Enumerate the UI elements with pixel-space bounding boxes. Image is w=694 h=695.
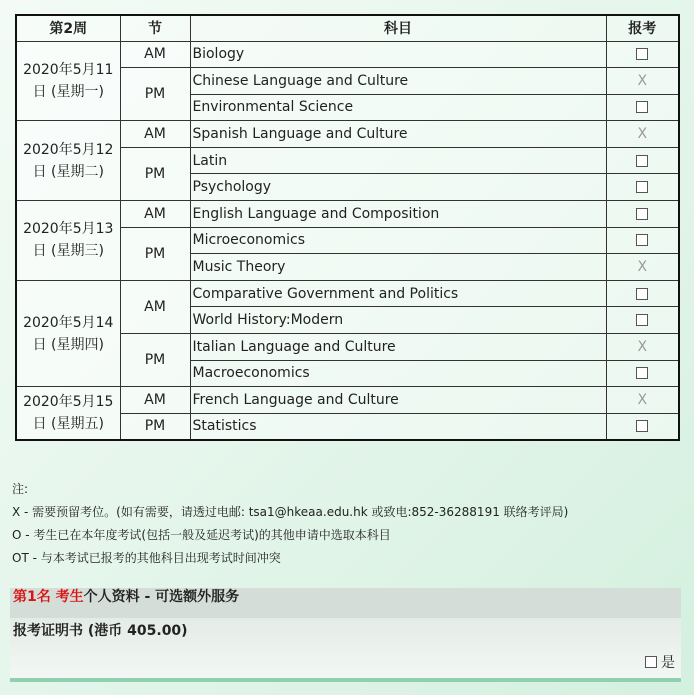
certificate-title: 报考证明书 (港币 405.00) bbox=[13, 623, 188, 639]
register-cell bbox=[606, 201, 679, 228]
date-cell: 2020年5月14 日 (星期四) bbox=[16, 280, 120, 386]
table-row bbox=[16, 280, 679, 307]
reserved-mark: X bbox=[637, 72, 648, 89]
register-cell bbox=[606, 227, 679, 254]
register-cell bbox=[606, 334, 679, 361]
session-cell: AM bbox=[120, 280, 190, 333]
table-header-row bbox=[16, 15, 679, 41]
subject-cell: Comparative Government and Politics bbox=[190, 280, 606, 307]
register-cell bbox=[606, 94, 679, 121]
table-row bbox=[16, 41, 679, 68]
register-checkbox[interactable] bbox=[636, 155, 648, 167]
reserved-mark: X bbox=[637, 126, 648, 143]
register-checkbox[interactable] bbox=[636, 314, 648, 326]
note-o: O - 考生已在本年度考试(包括一般及延迟考试)的其他申请中选取本科目 bbox=[12, 528, 391, 542]
reserved-mark: X bbox=[637, 259, 648, 276]
reserved-mark: X bbox=[637, 338, 648, 355]
table-row bbox=[16, 121, 679, 148]
subject-cell: Italian Language and Culture bbox=[190, 334, 606, 361]
date-cell: 2020年5月11 日 (星期一) bbox=[16, 41, 120, 121]
session-cell: PM bbox=[120, 334, 190, 387]
register-checkbox[interactable] bbox=[636, 288, 648, 300]
header-session: 节 bbox=[120, 15, 190, 41]
subject-cell: French Language and Culture bbox=[190, 387, 606, 414]
certificate-yes-label: 是 bbox=[661, 655, 675, 671]
register-cell bbox=[606, 147, 679, 174]
register-checkbox[interactable] bbox=[636, 48, 648, 60]
subject-cell: Chinese Language and Culture bbox=[190, 68, 606, 95]
register-cell bbox=[606, 413, 679, 440]
table-row bbox=[16, 201, 679, 228]
subject-cell: Macroeconomics bbox=[190, 360, 606, 387]
register-cell bbox=[606, 174, 679, 201]
session-cell: PM bbox=[120, 227, 190, 280]
register-checkbox[interactable] bbox=[636, 181, 648, 193]
exam-schedule-table bbox=[15, 14, 680, 441]
profile-section-header bbox=[10, 588, 681, 618]
subject-cell: Spanish Language and Culture bbox=[190, 121, 606, 148]
register-cell bbox=[606, 280, 679, 307]
header-week: 第2周 bbox=[16, 15, 120, 41]
register-checkbox[interactable] bbox=[636, 367, 648, 379]
subject-cell: Music Theory bbox=[190, 254, 606, 281]
profile-title bbox=[13, 588, 239, 606]
certificate-option-area bbox=[10, 618, 681, 678]
session-cell: AM bbox=[120, 41, 190, 68]
register-cell bbox=[606, 41, 679, 68]
date-cell: 2020年5月13 日 (星期三) bbox=[16, 201, 120, 281]
session-cell: PM bbox=[120, 68, 190, 121]
subject-cell: English Language and Composition bbox=[190, 201, 606, 228]
notes-heading: 注: bbox=[12, 482, 29, 496]
subject-cell: Microeconomics bbox=[190, 227, 606, 254]
register-checkbox[interactable] bbox=[636, 234, 648, 246]
certificate-yes-option[interactable] bbox=[645, 652, 675, 672]
register-checkbox[interactable] bbox=[636, 208, 648, 220]
table-row bbox=[16, 387, 679, 414]
register-cell bbox=[606, 254, 679, 281]
register-cell bbox=[606, 121, 679, 148]
subject-cell: Latin bbox=[190, 147, 606, 174]
subject-cell: World History:Modern bbox=[190, 307, 606, 334]
register-cell bbox=[606, 307, 679, 334]
profile-title-text: 个人资料 - 可选额外服务 bbox=[83, 589, 240, 605]
register-checkbox[interactable] bbox=[636, 420, 648, 432]
note-x: X - 需要预留考位。(如有需要，请透过电邮: tsa1@hkeaa.edu.hk 或致电:852-36288191 联络考评局) bbox=[12, 505, 569, 519]
register-cell bbox=[606, 68, 679, 95]
session-cell: AM bbox=[120, 387, 190, 414]
reserved-mark: X bbox=[637, 392, 648, 409]
subject-cell: Biology bbox=[190, 41, 606, 68]
candidate-rank-label: 第1名 考生 bbox=[13, 589, 84, 605]
notes-section bbox=[12, 478, 568, 570]
register-checkbox[interactable] bbox=[636, 101, 648, 113]
header-subject: 科目 bbox=[190, 15, 606, 41]
session-cell: AM bbox=[120, 121, 190, 148]
certificate-yes-checkbox[interactable] bbox=[645, 656, 657, 668]
subject-cell: Statistics bbox=[190, 413, 606, 440]
session-cell: PM bbox=[120, 413, 190, 440]
header-register: 报考 bbox=[606, 15, 679, 41]
subject-cell: Environmental Science bbox=[190, 94, 606, 121]
date-cell: 2020年5月15 日 (星期五) bbox=[16, 387, 120, 440]
session-cell: PM bbox=[120, 147, 190, 200]
note-ot: OT - 与本考试已报考的其他科目出现考试时间冲突 bbox=[12, 551, 281, 565]
date-cell: 2020年5月12 日 (星期二) bbox=[16, 121, 120, 201]
register-cell bbox=[606, 360, 679, 387]
bottom-divider bbox=[10, 678, 681, 682]
session-cell: AM bbox=[120, 201, 190, 228]
subject-cell: Psychology bbox=[190, 174, 606, 201]
register-cell bbox=[606, 387, 679, 414]
